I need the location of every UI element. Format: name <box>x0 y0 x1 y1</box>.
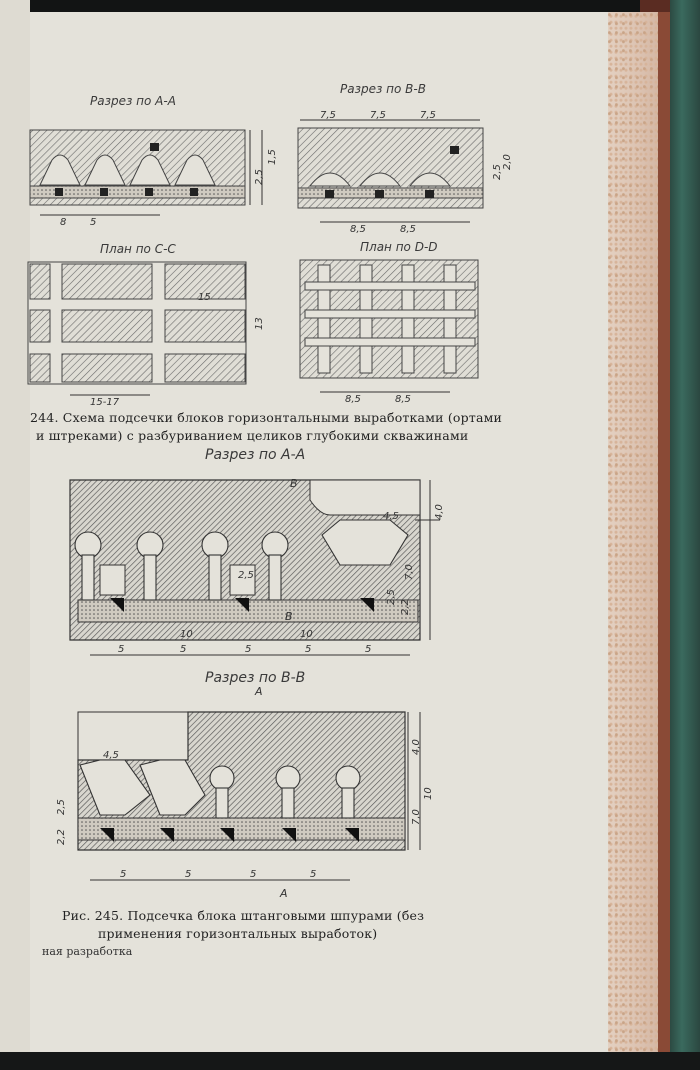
svg-text:2,0: 2,0 <box>502 154 513 170</box>
svg-text:5: 5 <box>120 869 127 880</box>
svg-text:10: 10 <box>423 787 434 800</box>
svg-text:4,0: 4,0 <box>411 739 422 755</box>
figure-caption: применения горизонтальных выработок) <box>98 926 378 941</box>
svg-text:5: 5 <box>250 869 257 880</box>
dimension-label: 15-17 <box>90 397 120 408</box>
svg-text:5: 5 <box>185 869 192 880</box>
svg-text:7,0: 7,0 <box>411 809 422 825</box>
svg-text:2,5: 2,5 <box>492 164 503 180</box>
svg-text:2,2: 2,2 <box>400 599 411 615</box>
running-footer: ная разработка <box>42 945 133 958</box>
svg-text:5: 5 <box>245 644 252 655</box>
fig245-section-bb <box>56 685 434 900</box>
fig245-section-aa <box>70 477 445 655</box>
svg-text:2,5: 2,5 <box>254 169 265 185</box>
svg-text:B: B <box>285 610 293 623</box>
svg-text:5: 5 <box>305 644 312 655</box>
svg-text:4,5: 4,5 <box>383 511 399 522</box>
figure-caption: и штреками) с разбуриванием целиков глубокими скважинами <box>36 428 469 443</box>
svg-text:8,5: 8,5 <box>350 224 366 235</box>
svg-text:13: 13 <box>254 317 265 330</box>
svg-text:8: 8 <box>60 217 67 228</box>
svg-text:5: 5 <box>118 644 125 655</box>
svg-text:4,5: 4,5 <box>103 750 119 761</box>
section-label: Разрез по В-В <box>205 670 306 686</box>
svg-text:2,5: 2,5 <box>238 570 254 581</box>
section-label: План по С-С <box>100 242 176 256</box>
figure-caption: Рис. 245. Подсечка блока штанговыми шпурами (без <box>62 908 425 923</box>
svg-text:7,0: 7,0 <box>404 564 415 580</box>
svg-text:4,0: 4,0 <box>434 504 445 520</box>
svg-text:1,5: 1,5 <box>267 149 278 165</box>
svg-text:5: 5 <box>310 869 317 880</box>
svg-text:5: 5 <box>180 644 187 655</box>
svg-text:8,5: 8,5 <box>395 394 411 405</box>
figure-caption: 244. Схема подсечки блоков горизонтальными выработками (ортами <box>30 410 503 425</box>
section-label: Разрез по А-А <box>90 94 176 108</box>
svg-text:10: 10 <box>300 629 313 640</box>
background-bottom <box>0 1052 700 1070</box>
svg-text:А: А <box>280 887 288 900</box>
svg-text:5: 5 <box>90 217 97 228</box>
svg-text:2,5: 2,5 <box>386 589 397 605</box>
section-label: Разрез по В-В <box>340 82 426 96</box>
svg-text:7,5: 7,5 <box>370 110 386 121</box>
svg-text:10: 10 <box>180 629 193 640</box>
svg-text:5: 5 <box>365 644 372 655</box>
svg-text:7,5: 7,5 <box>320 110 336 121</box>
section-label: План по D-D <box>360 240 438 254</box>
svg-text:B: B <box>290 477 298 490</box>
svg-text:2,2: 2,2 <box>56 829 67 845</box>
svg-text:2,5: 2,5 <box>56 799 67 815</box>
svg-text:8,5: 8,5 <box>400 224 416 235</box>
section-label: Разрез по А-А <box>205 447 306 463</box>
svg-text:15: 15 <box>198 292 211 303</box>
svg-text:8,5: 8,5 <box>345 394 361 405</box>
svg-text:А: А <box>255 685 263 698</box>
svg-text:7,5: 7,5 <box>420 110 436 121</box>
